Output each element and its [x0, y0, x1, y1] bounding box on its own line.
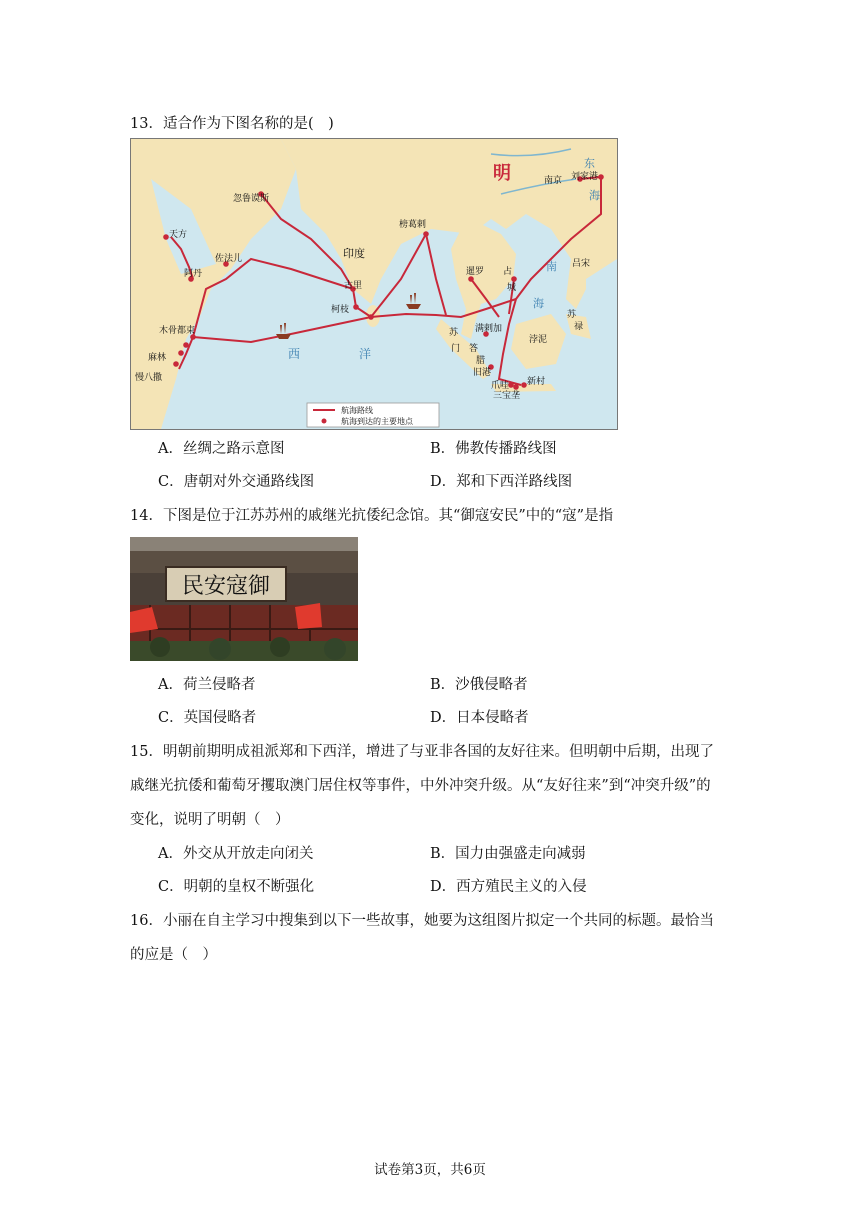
- legend-route-label: 航海路线: [341, 406, 373, 415]
- label-liujiagang: 刘家港: [571, 172, 599, 182]
- plaque-text: 民安寇御: [181, 574, 271, 599]
- dot-liujiagang: [598, 174, 604, 180]
- dot-xincun: [521, 382, 527, 388]
- label-adan: 阿丹: [184, 269, 203, 279]
- memorial-hall-photo: [130, 537, 358, 661]
- q14-option-a: A．荷兰侵略者: [158, 677, 256, 693]
- question-15-line-2: 戚继光抗倭和葡萄牙攫取澳门居住权等事件，中外冲突升级。从“友好往来”到“冲突升级”的: [130, 778, 711, 794]
- dot-malindi: [178, 350, 184, 356]
- q15-option-b: B．国力由强盛走向减弱: [430, 846, 586, 862]
- label-hai2: 海: [533, 297, 544, 310]
- label-lvsong: 吕宋: [572, 259, 591, 269]
- question-15-line-1: 15．明朝前期明成祖派郑和下西洋，增进了与亚非各国的友好往来。但明朝中后期，出现了: [130, 744, 714, 760]
- legend-place-swatch: [322, 419, 327, 424]
- dot-mombasa: [173, 361, 179, 367]
- label-manlajia: 满剌加: [475, 324, 503, 334]
- dot-semarang: [513, 384, 519, 390]
- q13-option-d: D．郑和下西洋路线图: [430, 474, 573, 490]
- label-zuofaer: 佐法儿: [215, 254, 243, 264]
- label-xianluo: 暹罗: [466, 267, 485, 277]
- label-lu: 禄: [574, 322, 584, 332]
- label-hulumosi: 忽鲁谟斯: [233, 194, 270, 204]
- dot-java: [508, 382, 514, 388]
- label-jiugang: 旧港: [473, 368, 492, 378]
- label-boni: 浡泥: [529, 335, 548, 345]
- question-13-stem: 13．适合作为下图名称的是( ): [130, 116, 334, 132]
- label-sumendala-3: 答: [469, 344, 479, 354]
- q13-option-a: A．丝绸之路示意图: [158, 441, 285, 457]
- q14-option-c: C．英国侵略者: [158, 710, 257, 726]
- dot-siam: [468, 276, 474, 282]
- label-sanbaolong: 三宝垄: [493, 391, 521, 401]
- label-mugudushu: 木骨都束: [159, 326, 196, 336]
- label-ming: 明: [493, 163, 511, 184]
- label-sumendala-2: 门: [451, 344, 461, 354]
- q14-option-b: B．沙俄侵略者: [430, 677, 528, 693]
- question-15-line-3: 变化，说明了明朝（ ）: [130, 812, 290, 828]
- label-hai1: 海: [589, 189, 600, 202]
- label-nanjing: 南京: [544, 176, 563, 186]
- label-yang: 洋: [359, 347, 372, 361]
- label-tianfang: 天方: [169, 230, 188, 240]
- question-16-line-1: 16．小丽在自主学习中搜集到以下一些故事，她要为这组图片拟定一个共同的标题。最恰当: [130, 913, 714, 929]
- label-sumendala-4: 腊: [476, 356, 486, 366]
- label-malin: 麻林: [148, 353, 167, 363]
- label-xi: 西: [288, 347, 301, 361]
- label-bangela: 榜葛剌: [399, 220, 427, 230]
- question-14-stem: 14．下图是位于江苏苏州的戚继光抗倭纪念馆。其“御寇安民”中的“寇”是指: [130, 508, 614, 524]
- label-zhancheng-2: 城: [507, 283, 517, 293]
- label-manbasa: 慢八撒: [135, 373, 163, 383]
- q15-option-c: C．明朝的皇权不断强化: [158, 879, 315, 895]
- q13-option-c: C．唐朝对外交通路线图: [158, 474, 315, 490]
- dot-mogadishu-2: [183, 342, 189, 348]
- page-footer: 试卷第3页，共6页: [374, 1162, 486, 1178]
- taiwan-land: [597, 220, 605, 238]
- dot-srilanka: [368, 314, 374, 320]
- label-guli: 古里: [344, 281, 363, 291]
- label-kezhi: 柯枝: [331, 305, 350, 315]
- flag-right: [295, 603, 322, 629]
- q15-option-d: D．西方殖民主义的入侵: [430, 879, 587, 895]
- label-nan: 南: [546, 260, 557, 273]
- dot-cochin: [353, 304, 359, 310]
- legend-place-label: 航海到达的主要地点: [341, 417, 413, 426]
- question-16-line-2: 的应是（ ）: [130, 947, 217, 963]
- label-dong: 东: [584, 157, 595, 170]
- dot-bengal: [423, 231, 429, 237]
- zheng-he-voyage-map: [130, 138, 618, 430]
- q15-option-a: A．外交从开放走向闭关: [158, 846, 314, 862]
- dot-champa: [511, 276, 517, 282]
- label-su: 苏: [567, 310, 577, 320]
- map-legend: [307, 403, 439, 427]
- dot-mecca: [163, 234, 169, 240]
- label-xincun: 新村: [527, 377, 546, 387]
- label-sumendala-1: 苏: [449, 328, 459, 338]
- label-zhancheng-1: 占: [503, 267, 513, 277]
- q14-option-d: D．日本侵略者: [430, 710, 529, 726]
- label-zhuawa: 爪哇: [491, 381, 510, 391]
- label-yindu: 印度: [343, 247, 365, 260]
- q13-option-b: B．佛教传播路线图: [430, 441, 557, 457]
